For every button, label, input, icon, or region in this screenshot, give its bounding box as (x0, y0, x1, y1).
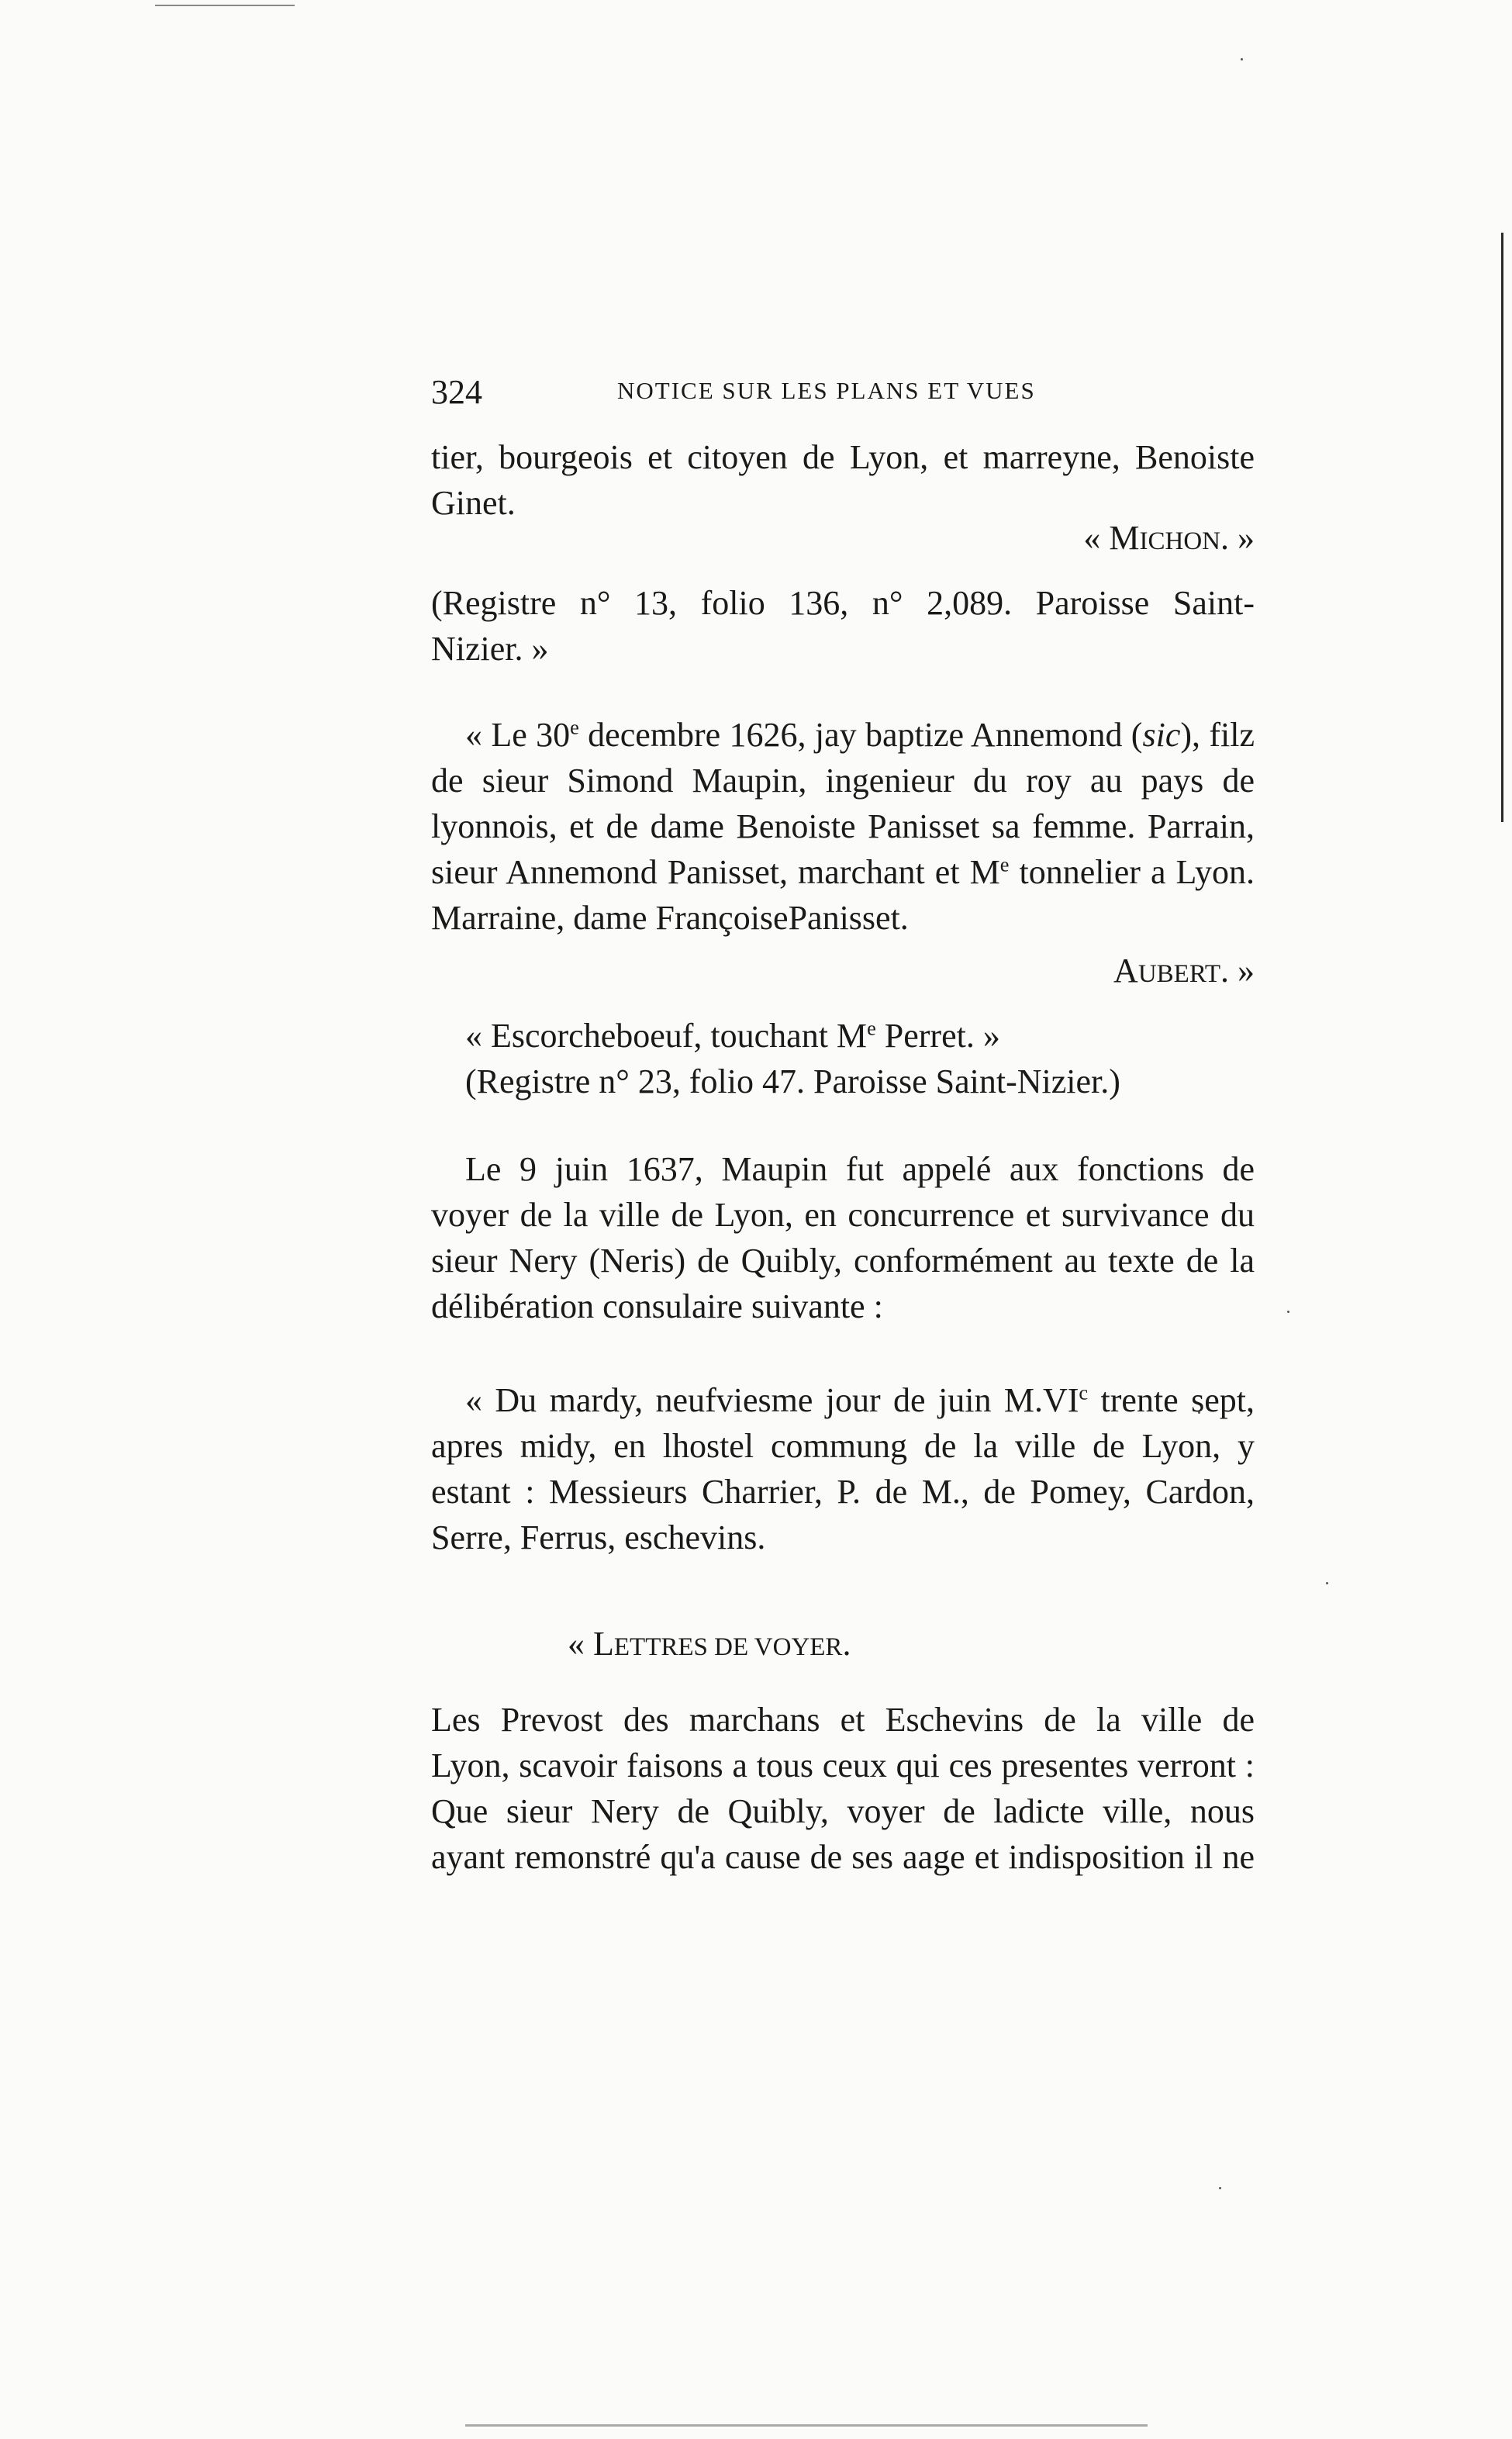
page-number: 324 (431, 373, 482, 411)
register-reference-1 (431, 580, 1255, 672)
running-title: NOTICE SUR LES PLANS ET VUES (617, 377, 1036, 404)
paragraph-appointment (431, 1146, 1255, 1329)
scan-artifact-bottom (465, 2424, 1148, 2427)
quote-open: « (1083, 519, 1110, 557)
text-line: Ginet. (431, 484, 516, 522)
signature-aubert (431, 948, 1300, 997)
speck (1219, 2187, 1221, 2189)
signature-rest: UBERT (1137, 960, 1220, 988)
text-line (431, 712, 1255, 758)
text-fragment: Perret. » (875, 1017, 1000, 1055)
text-line: Lyon, scavoir faisons a tous ceux qui ces presentes verront : (431, 1746, 1255, 1784)
text-line: ayant remonstré qu'a cause de ses aage et indisposition il ne (431, 1838, 1255, 1876)
text-line: de sieur Simond Maupin, ingenieur du roy au pays de (431, 762, 1255, 800)
scan-artifact-top (155, 5, 295, 6)
text-line: estant : Messieurs Charrier, P. de M., de Pomey, Cardon, (431, 1473, 1255, 1511)
register-reference-2 (431, 1013, 1255, 1104)
text-fragment: tonnelier a Lyon. (1009, 853, 1255, 891)
superscript: e (867, 1016, 876, 1040)
text-fragment: decembre 1626, jay baptize Annemond ( (578, 716, 1143, 754)
text-fragment: « Le 30 (465, 716, 571, 754)
text-fragment: sieur Annemond Panisset, marchant et M (431, 853, 1000, 891)
deliberation-quote (431, 1377, 1255, 1560)
signature-rest: ICHON (1139, 527, 1220, 555)
sic-italic: sic (1142, 716, 1181, 754)
heading-period: . (842, 1625, 851, 1663)
section-heading (431, 1621, 1391, 1670)
text-line (431, 849, 1255, 895)
signature-initial: M (1109, 519, 1140, 557)
text-fragment: « Escorcheboeuf, touchant M (465, 1017, 868, 1055)
speck (1326, 1582, 1328, 1584)
text-line (431, 1377, 1255, 1423)
superscript: c (1079, 1380, 1089, 1404)
text-line: Que sieur Nery de Quibly, voyer de ladicte ville, nous (431, 1792, 1255, 1830)
page-edge-shadow (1501, 233, 1503, 822)
baptism-record (431, 712, 1255, 941)
text-line: Serre, Ferrus, eschevins. (431, 1518, 766, 1556)
paragraph-continuation (431, 434, 1255, 526)
text-line: sieur Nery (Neris) de Quibly, conformément au texte de la (431, 1242, 1255, 1280)
text-fragment: trente sept, (1088, 1381, 1255, 1419)
heading-rest: ETTRES DE VOYER (613, 1633, 843, 1661)
signature-michon (431, 515, 1300, 565)
text-line: Nizier. » (431, 630, 549, 668)
text-line: (Registre n° 13, folio 136, n° 2,089. Paroisse Saint- (431, 584, 1255, 622)
speck (1287, 1311, 1289, 1313)
text-line: Le 9 juin 1637, Maupin fut appelé aux fonctions de (465, 1150, 1255, 1188)
signature-initial: A (1113, 952, 1138, 990)
page-header (431, 372, 1255, 419)
text-line: voyer de la ville de Lyon, en concurrence et survivance du (431, 1196, 1255, 1234)
text-line: Marraine, dame FrançoisePanisset. (431, 899, 909, 937)
heading-initial: L (593, 1625, 614, 1663)
text-line (431, 1013, 1255, 1059)
letters-text (431, 1697, 1255, 1880)
text-line: (Registre n° 23, folio 47. Paroisse Saint-Nizier.) (465, 1062, 1120, 1100)
superscript: e (570, 715, 579, 739)
quote-close: . » (1220, 952, 1255, 990)
text-line: tier, bourgeois et citoyen de Lyon, et marreyne, Benoiste (431, 438, 1255, 476)
quote-close: . » (1220, 519, 1255, 557)
text-fragment: « Du mardy, neufviesme jour de juin M.VI (465, 1381, 1079, 1419)
quote-open: « (568, 1625, 593, 1663)
text-line: lyonnois, et de dame Benoiste Panisset sa femme. Parrain, (431, 807, 1255, 845)
superscript: e (999, 852, 1010, 876)
speck (1241, 58, 1243, 60)
text-line: apres midy, en lhostel commung de la ville de Lyon, y (431, 1427, 1255, 1465)
text-line: délibération consulaire suivante : (431, 1287, 883, 1325)
text-line: Les Prevost des marchans et Eschevins de la ville de (431, 1701, 1255, 1739)
text-fragment: ), filz (1180, 716, 1255, 754)
